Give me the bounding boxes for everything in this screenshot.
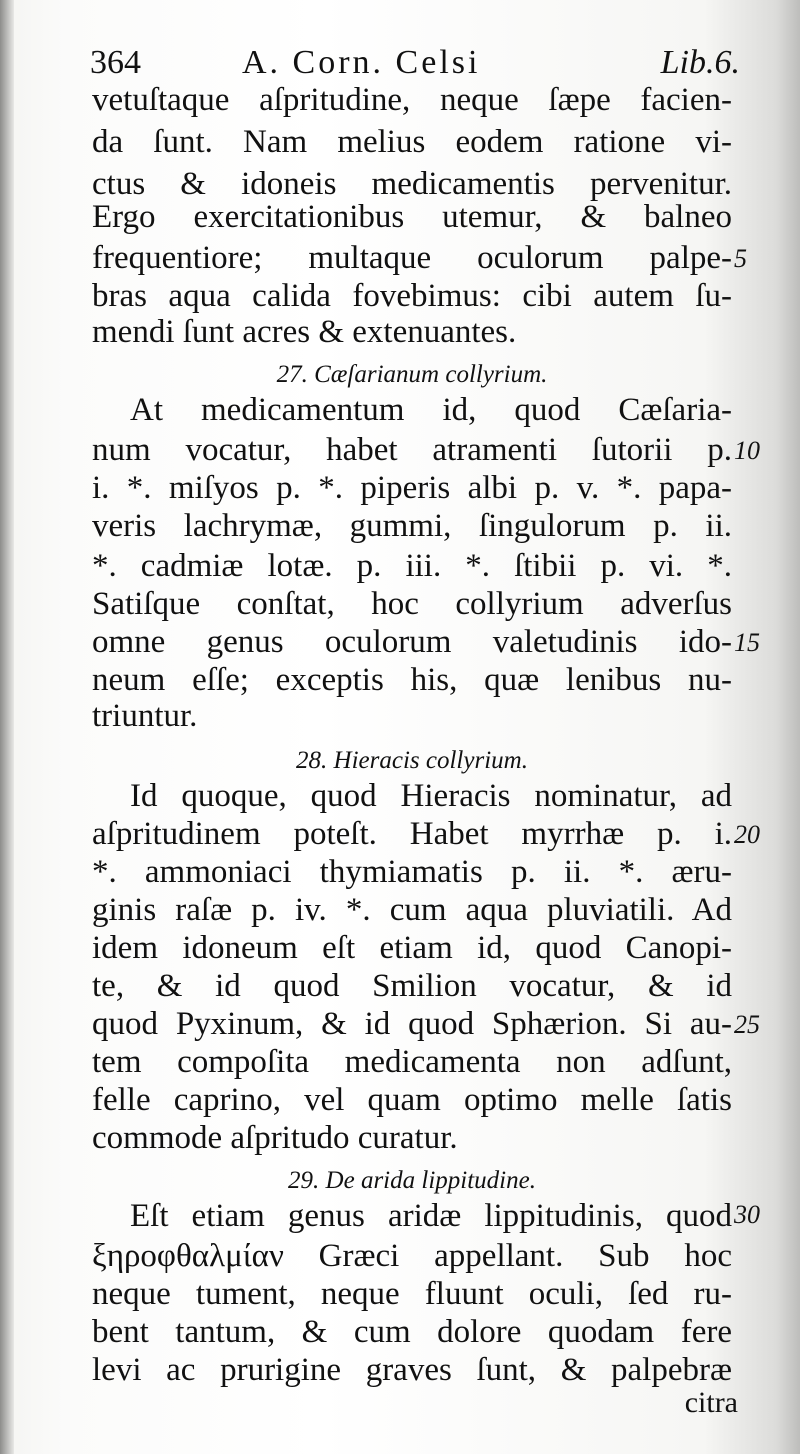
margin-line-number: 5: [734, 244, 747, 273]
text-line: Ergo exercitationibus utemur, & balneo: [92, 199, 732, 235]
text-line: bras aqua calida fovebimus: cibi autem ſu-: [92, 278, 732, 314]
margin-line-number: 20: [734, 820, 760, 849]
text-line: Satiſque conſtat, hoc collyrium adverſus: [92, 586, 732, 622]
text-line: tem compoſita medicamenta non adſunt,: [92, 1044, 732, 1080]
text-line: ξηροφθαλμίαν Græci appellant. Sub hoc: [92, 1238, 732, 1274]
text-line: triuntur.: [92, 698, 198, 734]
margin-line-number: 15: [734, 628, 760, 657]
text-line: aſpritudinem poteſt. Habet myrrhæ p. i.: [92, 816, 732, 852]
text-line: neum eſſe; exceptis his, quæ lenibus nu-: [92, 662, 732, 698]
text-line: *. ammoniaci thymiamatis p. ii. *. æru-: [92, 854, 732, 890]
page-number: 364: [90, 44, 141, 81]
text-line: mendi ſunt acres & extenuantes.: [92, 314, 517, 350]
text-line: *. cadmiæ lotæ. p. iii. *. ſtibii p. vi. *.: [92, 548, 732, 584]
text-line: bent tantum, & cum dolore quodam fere: [92, 1314, 732, 1350]
margin-line-number: 10: [734, 436, 760, 465]
text-line: num vocatur, habet atramenti ſutorii p.: [92, 432, 732, 468]
text-line: te, & id quod Smilion vocatur, & id: [92, 968, 732, 1004]
section-heading: 28. Hieracis collyrium.: [296, 747, 528, 774]
margin-line-number: 25: [734, 1010, 760, 1039]
text-line: da ſunt. Nam melius eodem ratione vi-: [92, 124, 732, 160]
running-title: A. Corn. Celsi: [242, 44, 481, 81]
text-line: ctus & idoneis medicamentis pervenitur.: [92, 166, 732, 202]
text-line: frequentiore; multaque oculorum palpe-: [92, 240, 732, 276]
text-line: omne genus oculorum valetudinis ido-: [92, 624, 732, 660]
text-line: commode aſpritudo curatur.: [92, 1120, 458, 1156]
text-line: veris lachrymæ, gummi, ſingulorum p. ii.: [92, 508, 732, 544]
page-spine-shadow: [0, 0, 14, 1454]
book-label: Lib.6.: [660, 44, 740, 81]
text-line: ginis raſæ p. iv. *. cum aqua pluviatili. Ad: [92, 892, 732, 928]
text-line: idem idoneum eſt etiam id, quod Canopi-: [92, 930, 732, 966]
section-heading: 27. Cæſarianum collyrium.: [276, 361, 548, 388]
catchword: citra: [684, 1386, 738, 1419]
margin-line-number: 30: [734, 1200, 760, 1229]
text-line: levi ac prurigine graves ſunt, & palpebræ: [92, 1352, 732, 1388]
text-line: neque tument, neque fluunt oculi, ſed ru-: [92, 1276, 732, 1312]
text-line: At medicamentum id, quod Cæſaria-: [130, 392, 732, 428]
text-line: vetuſtaque aſpritudine, neque ſæpe facien-: [92, 82, 732, 118]
text-line: i. *. miſyos p. *. piperis albi p. v. *. papa-: [92, 470, 732, 506]
text-line: quod Pyxinum, & id quod Sphærion. Si au-: [92, 1006, 732, 1042]
text-line: Eſt etiam genus aridæ lippitudinis, quod: [130, 1198, 732, 1234]
section-heading: 29. De arida lippitudine.: [288, 1167, 536, 1194]
text-line: Id quoque, quod Hieracis nominatur, ad: [130, 778, 732, 814]
text-line: felle caprino, vel quam optimo melle ſatis: [92, 1082, 732, 1118]
